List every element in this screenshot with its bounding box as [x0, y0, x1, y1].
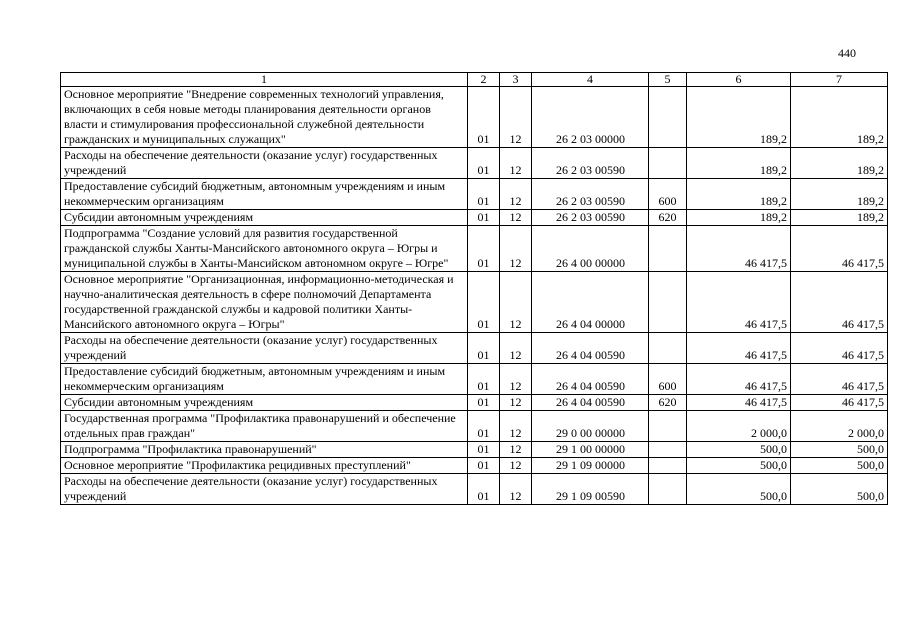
subsection-cell: 12 [500, 272, 532, 333]
target-article-cell: 26 2 03 00590 [532, 148, 649, 179]
expense-type-cell [649, 458, 687, 474]
amount-cell: 500,0 [687, 474, 791, 505]
table-row [61, 411, 888, 442]
amount-cell: 189,2 [791, 210, 888, 226]
subsection-cell: 12 [500, 210, 532, 226]
subsection-cell: 12 [500, 148, 532, 179]
amount-cell: 189,2 [791, 148, 888, 179]
target-article-cell: 29 0 00 00000 [532, 411, 649, 442]
amount-cell: 500,0 [791, 474, 888, 505]
amount-cell: 46 417,5 [791, 226, 888, 272]
target-article-cell: 26 4 04 00590 [532, 333, 649, 364]
column-header: 7 [791, 73, 888, 87]
table-row [61, 333, 888, 364]
expense-type-cell [649, 442, 687, 458]
amount-cell: 46 417,5 [687, 364, 791, 395]
table-row [61, 148, 888, 179]
expense-type-cell [649, 474, 687, 505]
table-header-row [61, 73, 888, 87]
amount-cell: 189,2 [791, 87, 888, 148]
row-name-cell: Основное мероприятие "Внедрение современных технологий управления, включающих в себя новые методы планирования деятельности органов власти и стимулирования профессиональной служебной деятельности гражданских и муниципальных служащих" [61, 87, 468, 148]
expense-type-cell [649, 411, 687, 442]
subsection-cell: 12 [500, 226, 532, 272]
column-header: 3 [500, 73, 532, 87]
expense-type-cell [649, 272, 687, 333]
amount-cell: 2 000,0 [791, 411, 888, 442]
table-row [61, 210, 888, 226]
table-row [61, 364, 888, 395]
amount-cell: 46 417,5 [791, 333, 888, 364]
subsection-cell: 12 [500, 474, 532, 505]
amount-cell: 500,0 [791, 458, 888, 474]
subsection-cell: 12 [500, 442, 532, 458]
row-name-cell: Предоставление субсидий бюджетным, автономным учреждениям и иным некоммерческим организациям [61, 364, 468, 395]
expense-type-cell: 620 [649, 210, 687, 226]
table-row [61, 442, 888, 458]
amount-cell: 189,2 [791, 179, 888, 210]
section-cell: 01 [468, 411, 500, 442]
target-article-cell: 26 4 04 00000 [532, 272, 649, 333]
subsection-cell: 12 [500, 458, 532, 474]
table-row [61, 179, 888, 210]
subsection-cell: 12 [500, 411, 532, 442]
section-cell: 01 [468, 333, 500, 364]
subsection-cell: 12 [500, 395, 532, 411]
target-article-cell: 26 4 04 00590 [532, 364, 649, 395]
column-header: 6 [687, 73, 791, 87]
expense-type-cell: 600 [649, 364, 687, 395]
amount-cell: 500,0 [687, 442, 791, 458]
amount-cell: 46 417,5 [791, 272, 888, 333]
target-article-cell: 26 4 04 00590 [532, 395, 649, 411]
section-cell: 01 [468, 442, 500, 458]
section-cell: 01 [468, 364, 500, 395]
section-cell: 01 [468, 179, 500, 210]
amount-cell: 189,2 [687, 148, 791, 179]
table-row [61, 458, 888, 474]
expense-type-cell [649, 333, 687, 364]
amount-cell: 189,2 [687, 87, 791, 148]
row-name-cell: Государственная программа "Профилактика правонарушений и обеспечение отдельных прав граждан" [61, 411, 468, 442]
subsection-cell: 12 [500, 87, 532, 148]
row-name-cell: Предоставление субсидий бюджетным, автономным учреждениям и иным некоммерческим организациям [61, 179, 468, 210]
row-name-cell: Расходы на обеспечение деятельности (оказание услуг) государственных учреждений [61, 474, 468, 505]
table-row [61, 226, 888, 272]
section-cell: 01 [468, 210, 500, 226]
target-article-cell: 26 2 03 00590 [532, 210, 649, 226]
amount-cell: 46 417,5 [791, 364, 888, 395]
section-cell: 01 [468, 148, 500, 179]
column-header: 1 [61, 73, 468, 87]
amount-cell: 46 417,5 [687, 272, 791, 333]
table-row [61, 272, 888, 333]
page-number: 440 [838, 46, 856, 60]
section-cell: 01 [468, 395, 500, 411]
row-name-cell: Расходы на обеспечение деятельности (оказание услуг) государственных учреждений [61, 148, 468, 179]
row-name-cell: Субсидии автономным учреждениям [61, 210, 468, 226]
row-name-cell: Подпрограмма "Создание условий для развития государственной гражданской службы Ханты-Мансийского автономного округа – Югры и муниципальной службы в Ханты-Мансийском автономном округе – Югре" [61, 226, 468, 272]
target-article-cell: 29 1 09 00000 [532, 458, 649, 474]
expense-type-cell [649, 148, 687, 179]
subsection-cell: 12 [500, 333, 532, 364]
target-article-cell: 26 2 03 00000 [532, 87, 649, 148]
row-name-cell: Субсидии автономным учреждениям [61, 395, 468, 411]
subsection-cell: 12 [500, 179, 532, 210]
column-header: 5 [649, 73, 687, 87]
amount-cell: 46 417,5 [687, 395, 791, 411]
column-header: 2 [468, 73, 500, 87]
budget-table [60, 72, 888, 505]
amount-cell: 46 417,5 [687, 333, 791, 364]
target-article-cell: 26 4 00 00000 [532, 226, 649, 272]
row-name-cell: Основное мероприятие "Профилактика рецидивных преступлений" [61, 458, 468, 474]
section-cell: 01 [468, 87, 500, 148]
row-name-cell: Основное мероприятие "Организационная, информационно-методическая и научно-аналитическая деятельность в сфере полномочий Департамента государственной гражданской службы и кадровой политики Ханты-Мансийского автономного округа – Югры" [61, 272, 468, 333]
row-name-cell: Подпрограмма "Профилактика правонарушений" [61, 442, 468, 458]
section-cell: 01 [468, 474, 500, 505]
amount-cell: 46 417,5 [687, 226, 791, 272]
target-article-cell: 29 1 09 00590 [532, 474, 649, 505]
column-header: 4 [532, 73, 649, 87]
section-cell: 01 [468, 272, 500, 333]
section-cell: 01 [468, 226, 500, 272]
amount-cell: 189,2 [687, 210, 791, 226]
expense-type-cell [649, 87, 687, 148]
expense-type-cell [649, 226, 687, 272]
table-row [61, 395, 888, 411]
table-row [61, 87, 888, 148]
amount-cell: 46 417,5 [791, 395, 888, 411]
target-article-cell: 29 1 00 00000 [532, 442, 649, 458]
section-cell: 01 [468, 458, 500, 474]
expense-type-cell: 600 [649, 179, 687, 210]
amount-cell: 500,0 [687, 458, 791, 474]
expense-type-cell: 620 [649, 395, 687, 411]
amount-cell: 2 000,0 [687, 411, 791, 442]
amount-cell: 189,2 [687, 179, 791, 210]
row-name-cell: Расходы на обеспечение деятельности (оказание услуг) государственных учреждений [61, 333, 468, 364]
amount-cell: 500,0 [791, 442, 888, 458]
target-article-cell: 26 2 03 00590 [532, 179, 649, 210]
subsection-cell: 12 [500, 364, 532, 395]
table-row [61, 474, 888, 505]
